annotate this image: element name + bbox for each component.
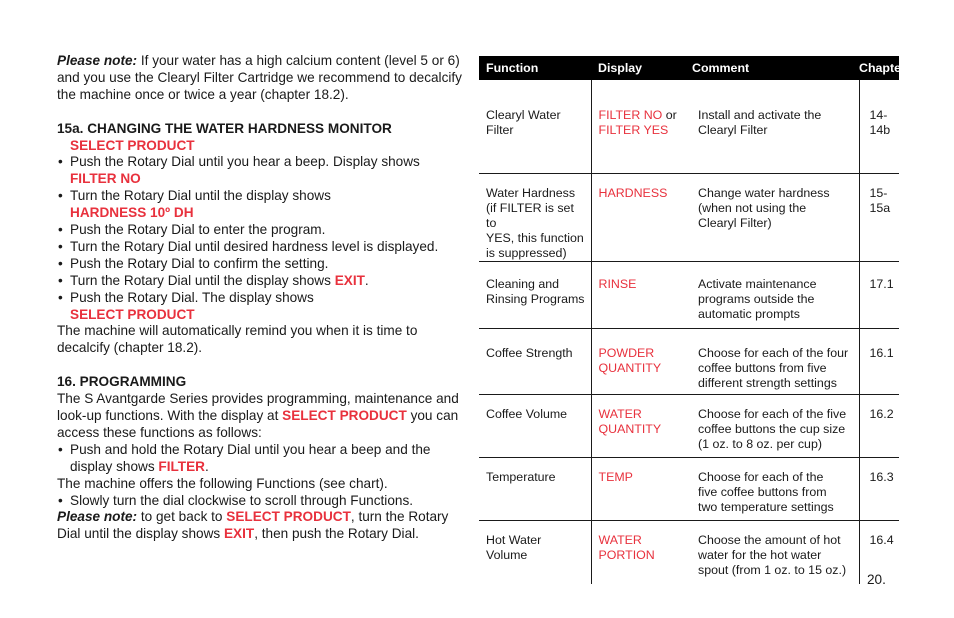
- programming-paragraph: The S Avantgarde Series provides programming, maintenance and look-up functions. With the display at SELECT PRODUCT you can access these functions as follows:: [57, 391, 459, 440]
- display-select-product-4: SELECT PRODUCT: [226, 509, 351, 525]
- table-row: [479, 457, 899, 520]
- step-turn-exit: • Turn the Rotary Dial until the display shows EXIT.: [57, 273, 472, 290]
- section-16-heading: 16. PROGRAMMING: [57, 374, 187, 390]
- cell-display: FILTER NO or FILTER YES: [591, 80, 685, 173]
- display-filter: FILTER: [158, 458, 205, 474]
- cell-chapter: 15- 15a: [859, 173, 899, 261]
- cell-comment: Choose for each of the four coffee buttons from five different strength settings: [685, 328, 859, 394]
- offers-paragraph: The machine offers the following Functions (see chart).: [57, 475, 388, 491]
- cell-comment: Activate maintenance programs outside the automatic prompts: [685, 261, 859, 328]
- functions-table: [479, 56, 906, 584]
- display-select-product-2: SELECT PRODUCT: [70, 306, 195, 322]
- cell-chapter: 16.2: [859, 394, 899, 457]
- display-select-product-3: SELECT PRODUCT: [282, 408, 407, 423]
- instructions-column: [57, 53, 472, 543]
- table-row: [479, 394, 899, 457]
- step-push-final: • Push the Rotary Dial. The display shows SELECT PRODUCT: [57, 290, 472, 324]
- cell-chapter: 17.1: [859, 261, 899, 328]
- table-row: [479, 80, 899, 173]
- cell-display: HARDNESS: [591, 173, 685, 261]
- display-select-product: SELECT PRODUCT: [70, 137, 195, 153]
- header-display: Display: [591, 56, 685, 80]
- cell-chapter: 16.1: [859, 328, 899, 394]
- cell-comment: Install and activate the Clearyl Filter: [685, 80, 859, 173]
- cell-comment: Choose for each of the five coffee buttons the cup size (1 oz. to 8 oz. per cup): [685, 394, 859, 457]
- cell-display: WATER QUANTITY: [591, 394, 685, 457]
- step-scroll: • Slowly turn the dial clockwise to scroll through Functions.: [57, 493, 472, 510]
- cell-display: POWDER QUANTITY: [591, 328, 685, 394]
- note2-paragraph: Please note: to get back to SELECT PRODUCT, turn the Rotary Dial until the display shows EXIT, then push the Rotary Dial.: [57, 509, 449, 542]
- table-header-row: [479, 56, 899, 80]
- cell-function: Water Hardness (if FILTER is set to YES, this function is suppressed): [479, 173, 591, 261]
- cell-chapter: 16.4: [859, 520, 899, 584]
- remind-paragraph: The machine will automatically remind you when it is time to decalcify (chapter 18.2).: [57, 323, 418, 356]
- display-hardness: HARDNESS 10º DH: [70, 205, 194, 221]
- section-15a-heading: 15a. CHANGING THE WATER HARDNESS MONITOR: [57, 120, 392, 136]
- table-row: [479, 261, 899, 328]
- cell-display: WATER PORTION: [591, 520, 685, 584]
- display-filter-no: FILTER NO: [70, 171, 141, 187]
- cell-comment: Change water hardness (when not using the Clearyl Filter): [685, 173, 859, 261]
- header-comment: Comment: [685, 56, 859, 80]
- step-select-level: • Turn the Rotary Dial until desired hardness level is displayed.: [57, 239, 472, 256]
- cell-function: Cleaning and Rinsing Programs: [479, 261, 591, 328]
- table-row: [479, 328, 899, 394]
- cell-function: Coffee Strength: [479, 328, 591, 394]
- note-label: Please note:: [57, 53, 138, 68]
- note-paragraph: [57, 53, 472, 104]
- cell-function: Coffee Volume: [479, 394, 591, 457]
- cell-comment: Choose for each of the five coffee buttons from two temperature settings: [685, 457, 859, 520]
- cell-function: Hot Water Volume: [486, 532, 542, 562]
- cell-function: Clearyl Water Filter: [479, 80, 591, 173]
- header-function: Function: [479, 56, 591, 80]
- cell-display: TEMP: [591, 457, 685, 520]
- display-exit: EXIT: [334, 272, 365, 288]
- cell-comment: Choose the amount of hot water for the hot water spout (from 1 oz. to 15 oz.): [698, 532, 847, 577]
- note-text: If your water has a high calcium content (level 5 or 6) and you use the Clearyl Filter Cartridge we recommend to decalcify the machine once or twice a year (chapter 18.2).: [57, 53, 462, 102]
- step-push-beep: • Push the Rotary Dial until you hear a beep. Display shows FILTER NO: [57, 154, 472, 188]
- header-chapter: Chapter: [859, 56, 899, 80]
- cell-chapter: 14- 14b: [859, 80, 899, 173]
- step-hold-dial: • Push and hold the Rotary Dial until you hear a beep and the display shows FILTER.: [57, 442, 472, 476]
- display-exit-2: EXIT: [223, 526, 255, 542]
- cell-display: RINSE: [591, 261, 685, 328]
- step-confirm: • Push the Rotary Dial to confirm the setting.: [57, 256, 472, 273]
- step-enter-program: • Push the Rotary Dial to enter the program.: [57, 222, 472, 239]
- table-row: [479, 520, 899, 584]
- table-row: [479, 173, 899, 261]
- cell-function: Temperature: [479, 457, 591, 520]
- page-number: 20.: [867, 572, 886, 587]
- step-turn-hardness: • Turn the Rotary Dial until the display shows HARDNESS 10º DH: [57, 188, 472, 222]
- note2-label: Please note:: [57, 509, 138, 525]
- cell-chapter: 16.3: [859, 457, 899, 520]
